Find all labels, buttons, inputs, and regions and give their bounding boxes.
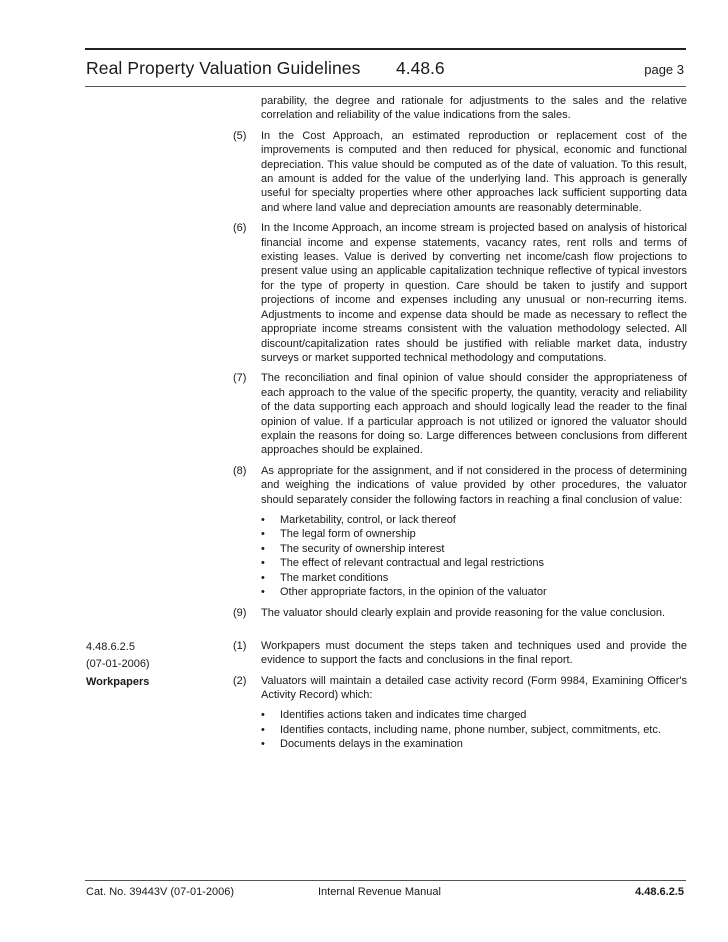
header-rule bbox=[85, 86, 686, 87]
bullet-icon: • bbox=[261, 723, 265, 736]
paragraph-text: In the Cost Approach, an estimated reproduction or replacement cost of the improvements is computed and then reduced for physical, economic and functional depreciation. This value should be computed as of the date of valuation. To this result, an amount is added for the value of the underlying land. This approach is generally useful for specialty properties where other approaches lack sufficient supporting data and where land value and depreciation amounts are reasonably determinable. bbox=[261, 129, 687, 214]
paragraph-7 bbox=[0, 371, 728, 457]
paragraph-number: (9) bbox=[233, 607, 247, 620]
paragraph-text: The valuator should clearly explain and provide reasoning for the value conclusion. bbox=[261, 607, 666, 620]
intro-paragraph bbox=[0, 94, 728, 123]
bullet-icon: • bbox=[261, 513, 265, 526]
header-page-number: page 3 bbox=[644, 62, 684, 77]
bullet-icon: • bbox=[261, 571, 265, 584]
list-item-text: Identifies actions taken and indicates time charged bbox=[280, 709, 527, 722]
paragraph-number: (7) bbox=[233, 372, 247, 385]
paragraph-text: Valuators will maintain a detailed case activity record (Form 9984, Examining Officer's Activity Record) which: bbox=[261, 674, 687, 702]
list-item bbox=[261, 556, 687, 570]
list-item-text: Documents delays in the examination bbox=[280, 738, 463, 751]
bullet-icon: • bbox=[261, 557, 265, 570]
paragraph-8 bbox=[0, 464, 728, 600]
bullet-icon: • bbox=[261, 586, 265, 598]
list-item-text: Identifies contacts, including name, phone number, subject, commitments, etc. bbox=[280, 723, 661, 736]
bullet-icon: • bbox=[261, 738, 265, 751]
section-title: Workpapers bbox=[86, 675, 150, 688]
list-item-text: The effect of relevant contractual and legal restrictions bbox=[280, 557, 544, 570]
section-number: 4.48.6.2.5 bbox=[86, 640, 135, 653]
section-workpapers bbox=[0, 639, 728, 752]
paragraph-number: (1) bbox=[233, 639, 247, 652]
workpapers-paragraph-1 bbox=[0, 639, 728, 668]
paragraph-text: As appropriate for the assignment, and if not considered in the process of determining and weighing the indications of value provided by other procedures, the valuator should separately consider the following factors in reaching a final conclusion of value: bbox=[261, 464, 687, 506]
paragraph-number: (8) bbox=[233, 464, 247, 477]
list-item-text: The market conditions bbox=[280, 571, 389, 584]
list-item bbox=[261, 571, 687, 585]
list-item-text: Marketability, control, or lack thereof bbox=[280, 513, 456, 526]
header-title: Real Property Valuation Guidelines bbox=[86, 58, 361, 78]
footer-manual-name: Internal Revenue Manual bbox=[318, 886, 441, 898]
paragraph-9 bbox=[0, 606, 728, 620]
factor-list bbox=[261, 513, 687, 599]
footer-section-number: 4.48.6.2.5 bbox=[635, 886, 684, 898]
bullet-icon: • bbox=[261, 528, 265, 541]
paragraph-text: In the Income Approach, an income stream is projected based on analysis of historical financial income and expense statements, vacancy rates, rent rolls and terms of existing leases. Value is derived by converting net income/cash flow projections to present value using an applicable capitalization technique reflective of typical investors for the type of property in question. Care should be taken to justify and support projections of income and expenses including any unusual or non-recurring items. Adjustments to income and expense data should be made as necessary to reflect the appropriate income streams consistent with the valuation methodology selected. All discount/capitalization rates should be justified with reliable market data, industry surveys or market supported technical methodology and computations. bbox=[261, 222, 687, 364]
page-content bbox=[0, 94, 728, 752]
list-item bbox=[261, 585, 687, 599]
paragraph-text: Workpapers must document the steps taken and techniques used and provide the evidence to support the facts and conclusions in the final report. bbox=[261, 639, 687, 667]
paragraph-number: (6) bbox=[233, 222, 247, 235]
header-section-number: 4.48.6 bbox=[396, 58, 445, 78]
workpapers-paragraph-2 bbox=[0, 674, 728, 752]
top-rule bbox=[85, 48, 686, 50]
list-item bbox=[261, 542, 687, 556]
list-item-text: The legal form of ownership bbox=[280, 528, 416, 541]
list-item bbox=[261, 527, 687, 541]
intro-text: parability, the degree and rationale for adjustments to the sales and the relative correlation and reliability of the value indications from the sales. bbox=[261, 95, 687, 122]
paragraph-number: (2) bbox=[233, 674, 247, 687]
section-date: (07-01-2006) bbox=[86, 658, 150, 671]
activity-record-list bbox=[261, 708, 687, 751]
list-item bbox=[261, 737, 687, 751]
footer-catalog-number: Cat. No. 39443V (07-01-2006) bbox=[86, 886, 234, 898]
list-item-text: The security of ownership interest bbox=[280, 542, 445, 555]
bullet-icon: • bbox=[261, 542, 265, 555]
list-item bbox=[261, 708, 687, 722]
bullet-icon: • bbox=[261, 709, 265, 722]
paragraph-number: (5) bbox=[233, 129, 247, 142]
paragraph-5 bbox=[0, 129, 728, 215]
paragraph-6 bbox=[0, 221, 728, 365]
paragraph-text: The reconciliation and final opinion of value should consider the appropriateness of each approach to the value of the specific property, the quantity, veracity and reliability of the data supporting each approach and should logically lead the reader to the final opinion of value. If a particular approach is not utilized or ignored the valuator should explain the reasons for doing so. Large differences between conclusions from different approaches should be explained. bbox=[261, 372, 687, 457]
list-item bbox=[261, 723, 687, 737]
footer-rule bbox=[85, 880, 686, 881]
list-item-text: Other appropriate factors, in the opinion of the valuator bbox=[280, 586, 547, 598]
list-item bbox=[261, 513, 687, 527]
